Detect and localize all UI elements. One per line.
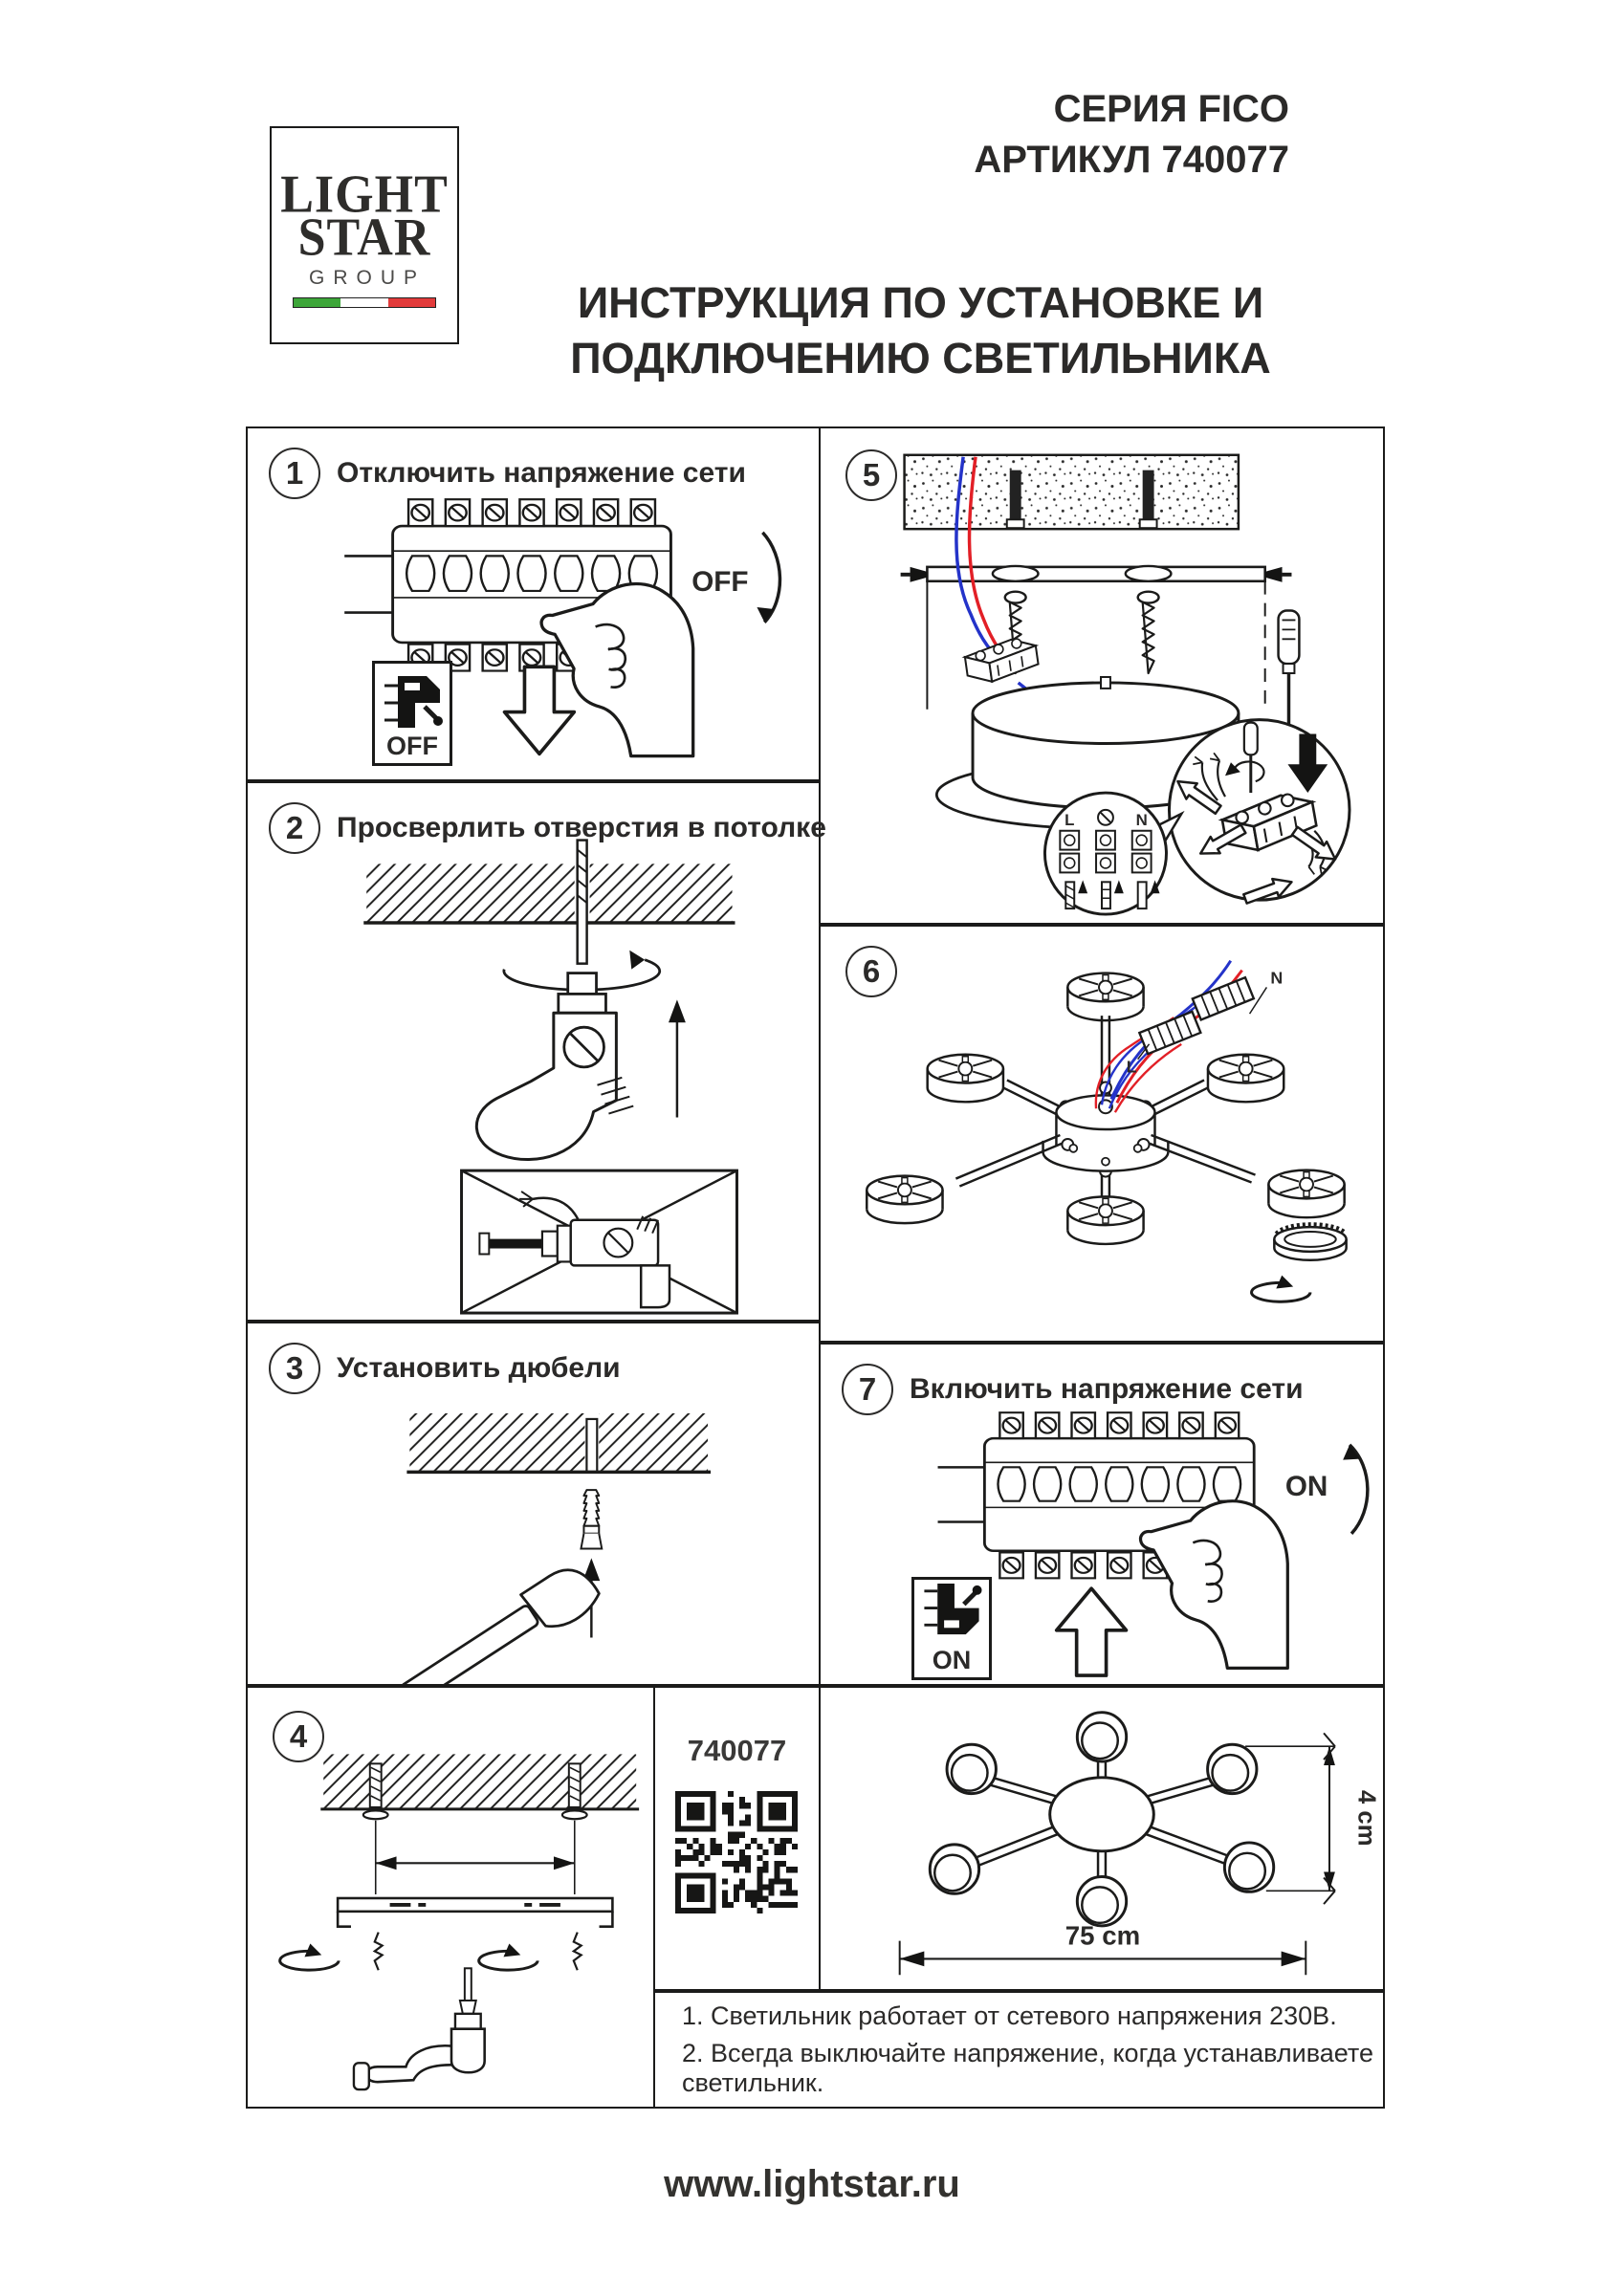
step3-label: Установить дюбели: [337, 1352, 621, 1384]
screw-left-icon: [375, 1933, 383, 1971]
terminal-n-label: N: [1135, 810, 1148, 829]
step1-number: 1: [269, 448, 320, 499]
bracket-bar-icon: [927, 567, 1264, 581]
lamp-head-top: [1077, 1713, 1126, 1761]
dowel-icon: [581, 1490, 602, 1548]
lamp-head-icon: [1268, 1170, 1344, 1218]
qr-code: [675, 1791, 798, 1913]
step6-illustration: [821, 927, 1383, 1341]
step7-number: 7: [842, 1364, 893, 1415]
step2-number: 2: [269, 802, 320, 854]
up-arrow-icon: [1057, 1588, 1127, 1675]
step6-number: 6: [845, 946, 897, 997]
step7-panel: [819, 1343, 1385, 1686]
step2-label: Просверлить отверстия в потолке: [337, 812, 826, 843]
screw-right-icon: [574, 1933, 582, 1971]
center-plate: [1050, 1778, 1154, 1851]
step2-panel: [246, 781, 826, 1322]
wire-n-label: N: [1270, 968, 1284, 988]
wire-connector-icon: [1139, 1012, 1200, 1054]
step1-panel: [246, 426, 821, 781]
step1-label: Отключить напряжение сети: [337, 457, 746, 489]
step3-number: 3: [269, 1343, 320, 1394]
lamp-head-lower-right: [1224, 1843, 1273, 1891]
page-title-line1: ИНСТРУКЦИЯ ПО УСТАНОВКЕ И: [577, 278, 1264, 327]
step3-panel: [246, 1322, 821, 1686]
lamp-head-icon: [867, 1176, 942, 1224]
lamp-head-lower-left: [930, 1845, 978, 1893]
step5-illustration: [821, 428, 1383, 923]
note-line-1: 1. Светильник работает от сетевого напряжения 230В.: [682, 2001, 1337, 2030]
lamp-head-bottom: [1077, 1876, 1126, 1925]
down-arrow-icon: [505, 667, 575, 754]
dimensions-panel: [819, 1686, 1385, 1991]
page-title: [550, 275, 1291, 385]
lamp-head-icon: [1067, 973, 1143, 1021]
website-url: www.lightstar.ru: [664, 2163, 960, 2205]
lamp-head-upper-right: [1208, 1744, 1257, 1793]
rotate-arrow-icon: [280, 1944, 339, 1971]
step6-panel: [819, 925, 1385, 1343]
ceiling-hatch: [366, 864, 732, 923]
rotate-arrow-icon: [479, 1944, 538, 1971]
lamp-head-upper-left: [947, 1744, 996, 1793]
width-dimension: [900, 1921, 1306, 1976]
screwdriver-icon: [354, 1968, 485, 2089]
step5-number: 5: [845, 449, 897, 501]
step4-panel: [246, 1686, 655, 2109]
impact-bit-icon: [487, 1239, 542, 1249]
logo-word-star: STAR: [297, 208, 431, 267]
dimensions-illustration: [821, 1688, 1383, 1989]
italian-flag-icon: [293, 297, 436, 308]
on-arrow-label: ON: [1284, 1471, 1328, 1503]
concrete-ceiling: [905, 455, 1239, 529]
step7-label: Включить напряжение сети: [910, 1373, 1304, 1405]
switch-on-label: ON: [932, 1646, 972, 1674]
mounting-bar-icon: [338, 1898, 612, 1912]
switch-off-label: OFF: [386, 732, 438, 760]
screw-right-icon: [1138, 592, 1159, 673]
note-line-2: 2. Всегда выключайте напряжение, когда устанавливаете светильник.: [682, 2039, 1374, 2097]
series-article-block: [574, 84, 1289, 186]
off-arrow-label: OFF: [691, 566, 749, 599]
logo-word-light: LIGHT: [280, 164, 449, 225]
series-title: СЕРИЯ FICO: [1053, 88, 1289, 130]
hub-icon: [1043, 1095, 1169, 1170]
wire-l-label: L: [1126, 1057, 1137, 1077]
wire-connector-icon: [1193, 977, 1254, 1019]
lamp-head-icon: [928, 1055, 1003, 1103]
hammer-icon: [394, 1559, 604, 1684]
height-dim-label: 4 cm: [1352, 1790, 1380, 1847]
step2-illustration: [248, 783, 819, 1320]
rotate-arrow-icon: [1252, 1276, 1310, 1302]
step5-panel: [819, 426, 1385, 925]
article-title: АРТИКУЛ 740077: [974, 138, 1289, 181]
ceiling-hatch: [409, 1413, 708, 1472]
width-dim-label: 75 cm: [1064, 1920, 1141, 1951]
qr-article-number: 740077: [687, 1734, 787, 1767]
terminal-block-icon: [963, 636, 1040, 685]
qr-cell: [653, 1686, 821, 1991]
step4-number: 4: [273, 1711, 324, 1762]
switch-off-icon: [372, 661, 452, 766]
page-title-line2: ПОДКЛЮЧЕНИЮ СВЕТИЛЬНИКА: [570, 333, 1271, 383]
switch-on-icon: [911, 1577, 992, 1680]
ring-icon: [1274, 1224, 1346, 1260]
lightstar-logo: [270, 126, 459, 344]
notes-panel: [653, 1991, 1385, 2109]
lamp-head-icon: [1067, 1196, 1143, 1244]
logo-word-group: GROUP: [308, 267, 426, 290]
lamp-head-icon: [1208, 1055, 1284, 1103]
canopy-cylinder: [973, 683, 1239, 744]
terminal-l-label: L: [1064, 810, 1075, 829]
